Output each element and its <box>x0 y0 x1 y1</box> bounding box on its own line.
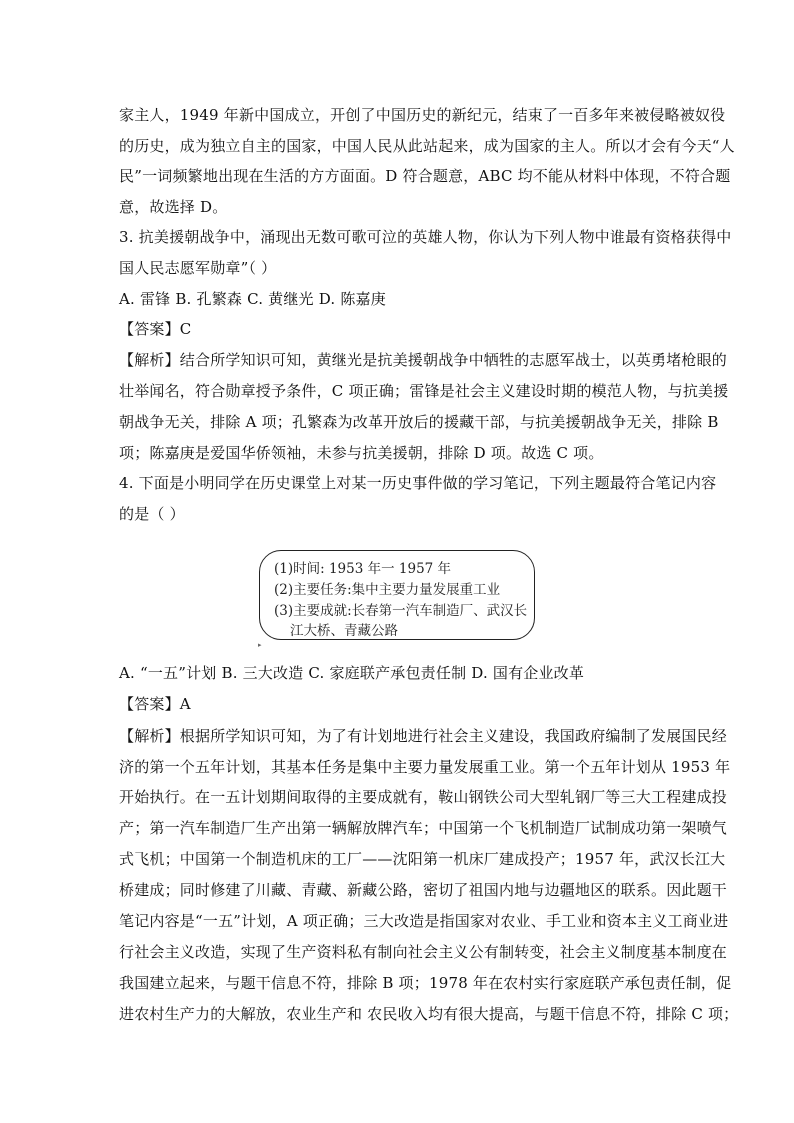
text-line: 意，故选择 D。 <box>119 198 228 216</box>
note-line-task: (2)主要任务:集中主要力量发展重工业 <box>274 582 501 598</box>
question-4-analysis: 开始执行。在一五计划期间取得的主要成就有，鞍山钢铁公司大型轧钢厂等三大工程建成投 <box>119 788 728 806</box>
question-4-analysis: 行社会主义改造，实现了生产资料私有制向社会主义公有制转变，社会主义制度基本制度在 <box>119 943 728 961</box>
question-4-analysis: 桥建成；同时修建了川藏、青藏、新藏公路，密切了祖国内地与边疆地区的联系。因此题干 <box>119 881 728 899</box>
stray-mark: ▸ <box>258 641 262 649</box>
question-3-analysis: 壮举闻名，符合勋章授予条件，C 项正确；雷锋是社会主义建设时期的模范人物，与抗美援 <box>119 382 729 400</box>
question-4-analysis: 笔记内容是“一五”计划，A 项正确；三大改造是指国家对农业、手工业和资本主义工商业进 <box>119 912 729 930</box>
note-line-achievements-cont: 江大桥、青藏公路 <box>290 623 398 639</box>
question-3-options: A. 雷锋 B. 孔繁森 C. 黄继光 D. 陈嘉庚 <box>119 290 386 308</box>
question-3-analysis: 项；陈嘉庚是爱国华侨领袖，未参与抗美援朝，排除 D 项。故选 C 项。 <box>119 444 604 462</box>
question-3-stem-cont: 国人民志愿军勋章”（ ） <box>119 259 277 277</box>
question-4-analysis: 式飞机；中国第一个制造机床的工厂——沈阳第一机床厂建成投产；1957 年，武汉长江大 <box>119 850 726 868</box>
question-4-stem: 4. 下面是小明同学在历史课堂上对某一历史事件做的学习笔记，下列主题最符合笔记内容 <box>119 474 717 492</box>
question-4-analysis: 我国建立起来，与题干信息不符，排除 B 项；1978 年在农村实行家庭联产承包责任制，促 <box>119 974 732 992</box>
text-line: 家主人，1949 年新中国成立，开创了中国历史的新纪元，结束了一百多年来被侵略被奴役 <box>119 106 726 124</box>
question-4-analysis: 进农村生产力的大解放，农业生产和 农民收入均有很大提高，与题干信息不符，排除 C 项； <box>119 1005 739 1023</box>
note-line-time: (1)时间: 1953 年一 1957 年 <box>274 561 452 577</box>
question-3-answer: 【答案】C <box>119 320 192 338</box>
note-line-achievements: (3)主要成就:长春第一汽车制造厂、武汉长 <box>274 603 528 619</box>
question-3-stem: 3. 抗美援朝战争中，涌现出无数可歌可泣的英雄人物，你认为下列人物中谁最有资格获得中 <box>119 228 732 246</box>
question-4-options: A. “一五”计划 B. 三大改造 C. 家庭联产承包责任制 D. 国有企业改革 <box>119 664 585 682</box>
question-4-analysis: 济的第一个五年计划，其基本任务是集中主要力量发展重工业。第一个五年计划从 1953 年 <box>119 758 731 776</box>
question-4-analysis: 【解析】根据所学知识可知，为了有计划地进行社会主义建设，我国政府编制了发展国民经 <box>119 727 728 745</box>
text-line: 民”一词频繁地出现在生活的方方面面。D 符合题意，ABC 均不能从材料中体现，不符合题 <box>119 167 731 185</box>
question-4-stem-cont: 的是（ ） <box>119 505 185 523</box>
text-line: 的历史，成为独立自主的国家，中国人民从此站起来，成为国家的主人。所以才会有今天“人 <box>119 137 735 155</box>
question-4-analysis: 产；第一汽车制造厂生产出第一辆解放牌汽车；中国第一个飞机制造厂试制成功第一架喷气 <box>119 819 728 837</box>
question-4-answer: 【答案】A <box>119 695 191 713</box>
question-3-analysis: 朝战争无关，排除 A 项；孔繁森为改革开放后的援藏干部，与抗美援朝战争无关，排除 B <box>119 413 719 431</box>
question-3-analysis: 【解析】结合所学知识可知，黄继光是抗美援朝战争中牺牲的志愿军战士，以英勇堵枪眼的 <box>119 351 728 369</box>
study-note-box <box>259 550 535 640</box>
